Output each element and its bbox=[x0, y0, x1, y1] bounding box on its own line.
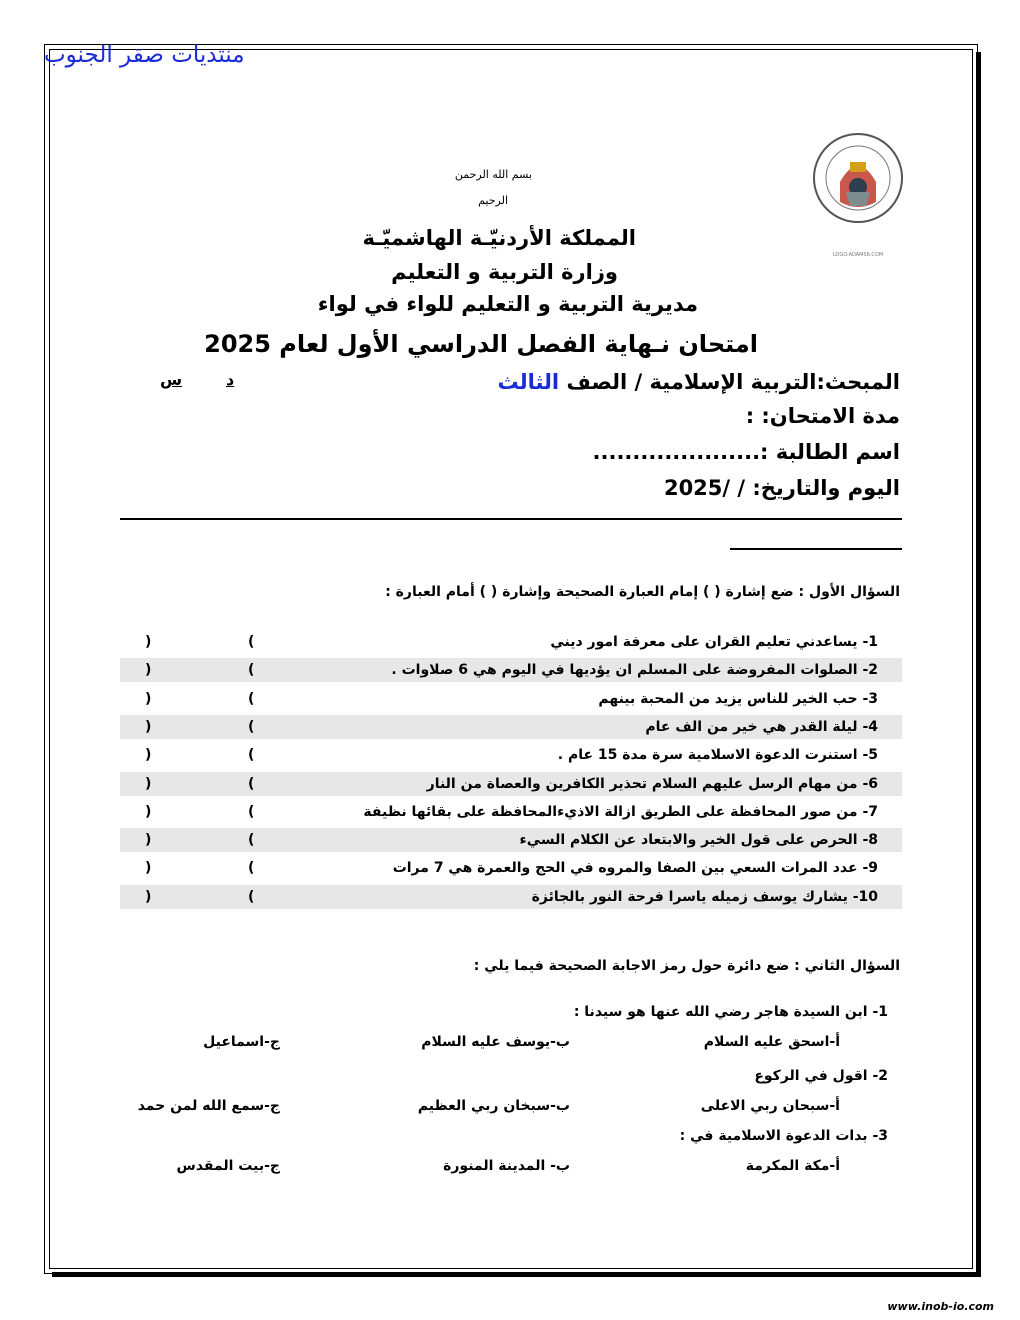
footer-url: www.inob-io.com bbox=[887, 1300, 994, 1313]
jordan-ministry-emblem bbox=[812, 132, 904, 260]
q1-item-number: 4- bbox=[862, 718, 878, 735]
q1-item-statement: حب الخير للناس يزيد من المحبة بينهم bbox=[598, 690, 858, 707]
answer-paren-open[interactable]: ( bbox=[248, 775, 255, 792]
q2-option-b[interactable]: ب-يوسف عليه السلام bbox=[421, 1034, 570, 1050]
marks-s: س bbox=[160, 370, 183, 389]
answer-paren-close[interactable]: ) bbox=[145, 832, 152, 849]
date-line: اليوم والتاريخ: / /2025 bbox=[663, 476, 900, 500]
answer-paren-close[interactable]: ) bbox=[145, 662, 152, 679]
answer-paren-open[interactable]: ( bbox=[248, 803, 255, 820]
answer-paren-close[interactable]: ) bbox=[145, 860, 152, 877]
watermark-text: منتديات صقر الجنوب bbox=[44, 42, 245, 68]
q2-option-a[interactable]: أ-سبحان ربي الاعلى bbox=[700, 1098, 840, 1114]
q1-item-row bbox=[120, 743, 902, 767]
q1-item-number: 9- bbox=[862, 860, 878, 877]
q1-item-text bbox=[532, 889, 878, 905]
q1-item-number: 7- bbox=[862, 803, 878, 820]
answer-paren-open[interactable]: ( bbox=[248, 662, 255, 679]
q1-item-statement: يساعدني تعليم القران على معرفة امور ديني bbox=[550, 634, 858, 650]
duration-line: مدة الامتحان: : bbox=[745, 404, 900, 428]
q2-option-a[interactable]: أ-مكة المكرمة bbox=[745, 1158, 840, 1174]
q2-question bbox=[574, 1004, 888, 1020]
divider-short bbox=[730, 548, 902, 550]
q1-item-row bbox=[120, 885, 902, 909]
q2-option-b[interactable]: ب-سبخان ربي العظيم bbox=[417, 1098, 570, 1114]
q1-item-text bbox=[558, 747, 878, 763]
ministry-title: وزارة التربية و التعليم bbox=[391, 260, 618, 284]
q1-item-number: 8- bbox=[862, 832, 878, 849]
answer-paren-open[interactable]: ( bbox=[248, 634, 255, 650]
answer-paren-close[interactable]: ) bbox=[145, 888, 152, 905]
q1-item-row bbox=[120, 687, 902, 711]
q1-item-number: 6- bbox=[862, 775, 878, 792]
q2-question-number: 1- bbox=[872, 1004, 888, 1020]
q2-title: السؤال الثاني : ضع دائرة حول رمز الاجابة الصحيحة فيما يلي : bbox=[473, 958, 900, 974]
q2-option-c[interactable]: ج-سمع الله لمن حمد bbox=[137, 1098, 280, 1114]
q1-item-statement: من صور المحافظة على الطريق ازالة الاذيءالمحافظة على بقائها نظيفة bbox=[363, 803, 858, 820]
q1-item-row bbox=[120, 630, 902, 654]
q1-item-statement: من مهام الرسل عليهم السلام تحذير الكافرين والعصاة من النار bbox=[426, 775, 858, 792]
q2-question bbox=[754, 1068, 888, 1084]
emblem-caption: LOGO.ADAMS6.COM bbox=[832, 252, 884, 258]
q2-question-text: اقول في الركوع bbox=[754, 1068, 868, 1084]
answer-paren-open[interactable]: ( bbox=[248, 832, 255, 849]
q1-item-text bbox=[550, 634, 878, 650]
answer-paren-open[interactable]: ( bbox=[248, 747, 255, 764]
q1-item-statement: يشارك يوسف زميله ياسرا فرحة النور بالجائزة bbox=[531, 888, 848, 905]
q2-question-text: بدات الدعوة الاسلامية في : bbox=[679, 1128, 868, 1144]
answer-paren-open[interactable]: ( bbox=[248, 690, 255, 707]
subject-label: المبحث:التربية الإسلامية / الصف bbox=[566, 370, 900, 394]
q1-item-row bbox=[120, 772, 902, 796]
q1-item-row bbox=[120, 800, 902, 824]
q1-item-row bbox=[120, 828, 902, 852]
q2-option-a[interactable]: أ-اسحق عليه السلام bbox=[703, 1034, 840, 1050]
q1-item-statement: ليلة القدر هي خير من الف عام bbox=[645, 718, 858, 735]
q1-item-number: 1- bbox=[862, 634, 878, 650]
answer-paren-close[interactable]: ) bbox=[145, 747, 152, 764]
q1-item-text bbox=[363, 804, 878, 820]
bismillah-line-1: بسم الله الرحمن bbox=[454, 168, 532, 181]
q2-option-c[interactable]: ج-اسماعيل bbox=[203, 1034, 280, 1050]
kingdom-title: المملكة الأردنيّـة الهاشميّـة bbox=[362, 226, 636, 250]
q1-item-text bbox=[520, 832, 878, 848]
grade-value: الثالث bbox=[497, 370, 560, 394]
q2-question bbox=[680, 1128, 888, 1144]
answer-paren-close[interactable]: ) bbox=[145, 775, 152, 792]
bismillah-line-2: الرحيم bbox=[478, 194, 508, 207]
q2-question-number: 2- bbox=[872, 1068, 888, 1084]
q1-item-statement: استنرت الدعوة الاسلامية سرة مدة 15 عام . bbox=[557, 747, 858, 764]
answer-paren-close[interactable]: ) bbox=[145, 690, 152, 707]
q1-item-row bbox=[120, 715, 902, 739]
marks-d: د bbox=[226, 370, 235, 389]
q1-item-number: 10- bbox=[852, 888, 878, 905]
q1-title: السؤال الأول : ضع إشارة ( ) إمام العبارة الصحيحة وإشارة ( ) أمام العبارة : bbox=[385, 584, 900, 600]
answer-paren-open[interactable]: ( bbox=[248, 718, 255, 735]
answer-paren-close[interactable]: ) bbox=[145, 634, 152, 650]
q1-item-text bbox=[598, 691, 878, 707]
q1-item-row bbox=[120, 658, 902, 682]
answer-paren-open[interactable]: ( bbox=[248, 860, 255, 877]
answer-paren-close[interactable]: ) bbox=[145, 803, 152, 820]
q2-option-c[interactable]: ج-بيت المقدس bbox=[176, 1158, 280, 1174]
q2-option-b[interactable]: ب- المدينة المنورة bbox=[443, 1158, 570, 1174]
q1-item-statement: عدد المرات السعي بين الصفا والمروه في الحج والعمرة هي 7 مرات bbox=[392, 860, 858, 877]
q1-item-number: 5- bbox=[862, 747, 878, 764]
q2-question-text: ابن السيدة هاجر رضي الله عنها هو سيدنا : bbox=[573, 1004, 868, 1020]
q1-item-statement: الصلوات المفروضة على المسلم ان يؤديها في اليوم هي 6 صلاوات . bbox=[391, 662, 858, 679]
exam-title: امتحان نـهاية الفصل الدراسي الأول لعام 2025 bbox=[204, 330, 758, 358]
q1-item-number: 2- bbox=[862, 662, 878, 679]
student-name-line: اسم الطالبة :..................... bbox=[592, 440, 900, 464]
q2-question-number: 3- bbox=[872, 1128, 888, 1144]
q1-item-text bbox=[427, 776, 878, 792]
answer-paren-open[interactable]: ( bbox=[248, 888, 255, 905]
divider-long bbox=[120, 518, 902, 520]
q1-item-statement: الحرص على قول الخير والابتعاد عن الكلام السيء bbox=[519, 832, 858, 849]
q1-item-row bbox=[120, 856, 902, 880]
directorate-title: مديرية التربية و التعليم للواء في لواء bbox=[317, 292, 698, 316]
subject-line bbox=[497, 370, 900, 394]
q1-item-text bbox=[645, 719, 878, 735]
q1-item-text bbox=[393, 860, 878, 876]
q1-item-number: 3- bbox=[862, 690, 878, 707]
answer-paren-close[interactable]: ) bbox=[145, 718, 152, 735]
q1-item-text bbox=[391, 662, 878, 678]
